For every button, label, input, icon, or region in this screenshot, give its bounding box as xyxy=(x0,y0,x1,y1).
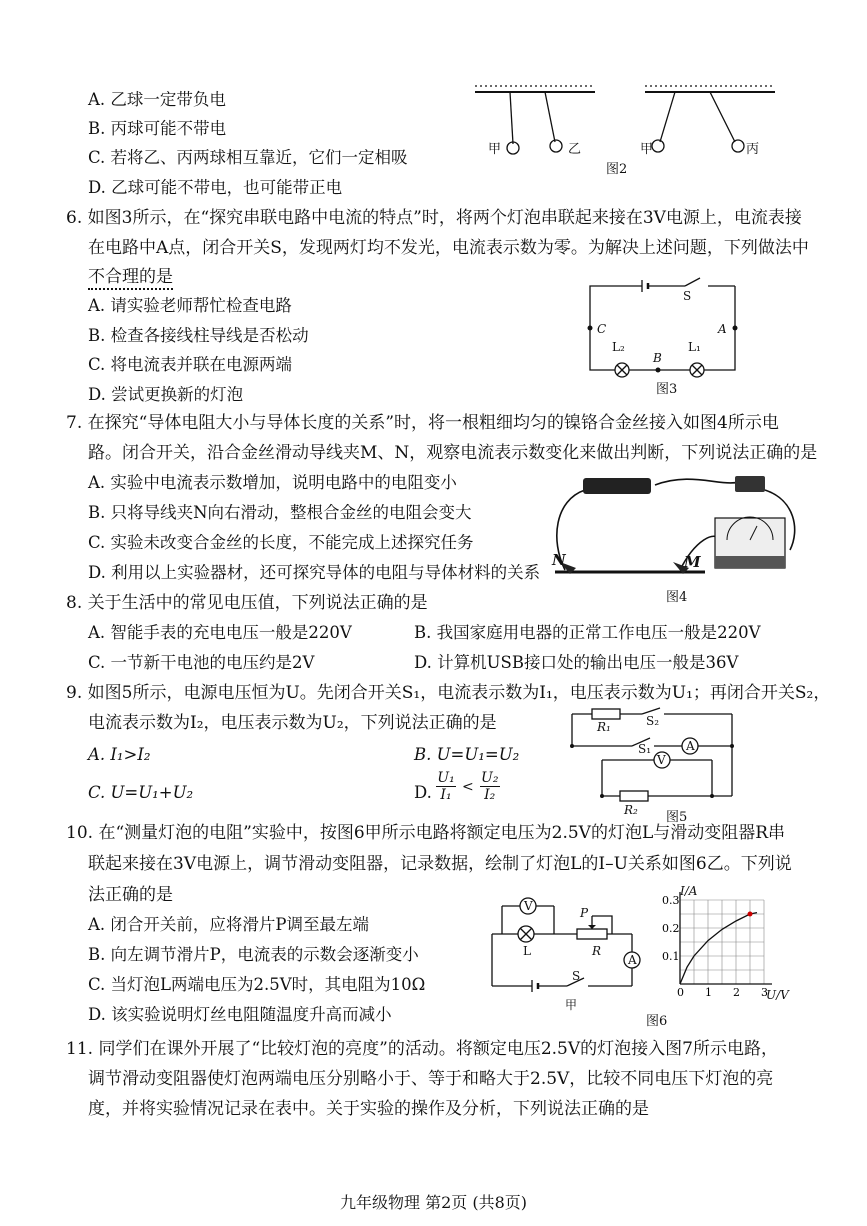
figure-6a-circuit xyxy=(492,898,642,998)
q9-option-a: A. I₁>I₂ xyxy=(88,745,151,764)
fig3-label-a: A xyxy=(718,322,727,336)
q9-d-numerator-1: U₁ xyxy=(437,770,455,786)
q10-option-d: D. 该实验说明灯丝电阻随温度升高而减小 xyxy=(88,1005,392,1024)
q8-stem: 8. 关于生活中的常见电压值，下列说法正确的是 xyxy=(66,593,428,613)
q9-option-c: C. U=U₁+U₂ xyxy=(88,783,194,802)
q10-stem-line-1: 10. 在“测量灯泡的电阻”实验中，按图6甲所示电路将额定电压为2.5V的灯泡L与滑动变阻器R串 xyxy=(66,823,786,843)
fig3-label-s: S xyxy=(683,289,692,303)
q10-stem-line-3: 法正确的是 xyxy=(88,885,173,905)
q6-stem-line-1: 6. 如图3所示，在“探究串联电路中电流的特点”时，将两个灯泡串联起来接在3V电源上，电流表接 xyxy=(66,208,802,228)
q9-option-d-prefix: D. xyxy=(414,783,432,802)
fig3-caption: 图3 xyxy=(656,382,678,397)
q8-option-d: D. 计算机USB接口处的输出电压一般是36V xyxy=(414,653,739,672)
fig6a-label-jia: 甲 xyxy=(565,998,578,1012)
q8-option-a: A. 智能手表的充电电压一般是220V xyxy=(88,623,352,642)
chart-xlabel: U/V xyxy=(766,988,789,1002)
chart-x-tick-label: 0 xyxy=(677,986,684,999)
fig4-label-n: N xyxy=(552,551,566,569)
q5-option-c: C. 若将乙、丙两球相互靠近，它们一定相吸 xyxy=(88,148,408,167)
fig5-label-voltmeter: V xyxy=(657,753,666,767)
fig5-label-ammeter: A xyxy=(686,739,695,753)
fig3-label-c: C xyxy=(597,322,607,336)
q9-d-numerator-2: U₂ xyxy=(481,770,499,786)
q10-option-a: A. 闭合开关前，应将滑片P调至最左端 xyxy=(88,915,370,934)
fig4-caption: 图4 xyxy=(666,590,688,605)
fig3-label-b: B xyxy=(653,351,662,365)
fig5-label-r1: R₁ xyxy=(597,720,611,734)
fig6a-label-l: L xyxy=(523,944,531,958)
q7-option-a: A. 实验中电流表示数增加，说明电路中的电阻变小 xyxy=(88,473,457,492)
q6-stem-line-2: 在电路中A点，闭合开关S，发现两灯均不发光，电流表示数为零。为解决上述问题，下列做法中 xyxy=(88,238,809,258)
fig4-label-m: M xyxy=(684,553,701,571)
q5-option-b: B. 丙球可能不带电 xyxy=(88,119,227,138)
fig6a-label-a: A xyxy=(628,953,637,967)
chart-y-tick-label: 0.3 xyxy=(662,894,680,907)
q7-option-d: D. 利用以上实验器材，还可探究导体的电阻与导体材料的关系 xyxy=(88,563,541,582)
q10-option-b: B. 向左调节滑片P，电流表的示数会逐渐变小 xyxy=(88,945,419,964)
q7-option-b: B. 只将导线夹N向右滑动，整根合金丝的电阻会变大 xyxy=(88,503,472,522)
page-footer: 九年级物理 第2页 (共8页) xyxy=(339,1193,528,1212)
fig6-caption: 图6 xyxy=(646,1014,668,1029)
q7-stem-line-1: 7. 在探究“导体电阻大小与导体长度的关系”时，将一根粗细均匀的镍铬合金丝接入如图4所示电 xyxy=(66,413,779,433)
q6-option-a: A. 请实验老师帮忙检查电路 xyxy=(88,296,292,315)
q6-option-d: D. 尝试更换新的灯泡 xyxy=(88,385,244,404)
q11-stem-line-3: 度，并将实验情况记录在表中。关于实验的操作及分析，下列说法正确的是 xyxy=(88,1099,649,1119)
fig6a-label-s: S xyxy=(572,969,581,983)
fig2-label-jia: 甲 xyxy=(488,142,502,157)
q6-option-c: C. 将电流表并联在电源两端 xyxy=(88,355,293,374)
fig3-label-l1: L₁ xyxy=(688,340,701,354)
fig5-label-s1: S₁ xyxy=(638,742,652,756)
chart-marker-point xyxy=(748,912,753,917)
q9-stem-line-1: 9. 如图5所示，电源电压恒为U。先闭合开关S₁，电流表示数为I₁，电压表示数为U₁；再闭合开关S₂， xyxy=(66,683,831,703)
chart-y-tick-label: 0.2 xyxy=(662,922,680,935)
q9-d-operator: < xyxy=(462,778,474,795)
fig2-label-jia2: 甲 xyxy=(640,142,654,157)
q5-option-a: A. 乙球一定带负电 xyxy=(88,90,226,109)
q9-option-b: B. U=U₁=U₂ xyxy=(414,745,520,764)
figure-6b-chart xyxy=(662,888,782,998)
fig2-label-bing: 丙 xyxy=(746,142,760,157)
chart-series-line xyxy=(680,913,757,984)
figure-2-pendulums xyxy=(470,84,810,179)
q10-option-c: C. 当灯泡L两端电压为2.5V时，其电阻为10Ω xyxy=(88,975,426,994)
chart-y-tick-label: 0.1 xyxy=(662,950,680,963)
q11-stem-line-1: 11. 同学们在课外开展了“比较灯泡的亮度”的活动。将额定电压2.5V的灯泡接入图7所示电路， xyxy=(66,1039,778,1059)
q6-stem-line-3: 不合理的是 xyxy=(88,266,173,290)
fig6a-label-r: R xyxy=(592,944,602,958)
q9-d-denominator-1: I₁ xyxy=(440,787,452,803)
q9-option-d-fraction xyxy=(436,770,500,803)
fig6a-label-v: V xyxy=(524,899,533,913)
chart-x-tick-label: 2 xyxy=(733,986,740,999)
chart-x-tick-label: 1 xyxy=(705,986,712,999)
q8-option-b: B. 我国家庭用电器的正常工作电压一般是220V xyxy=(414,623,761,642)
fig3-label-l2: L₂ xyxy=(612,340,625,354)
fig2-caption: 图2 xyxy=(606,162,628,177)
q6-option-b: B. 检查各接线柱导线是否松动 xyxy=(88,326,309,345)
figure-4-apparatus xyxy=(545,470,805,585)
fig5-caption: 图5 xyxy=(666,810,688,825)
fig5-label-r2: R₂ xyxy=(624,803,638,817)
q7-stem-line-2: 路。闭合开关，沿合金丝滑动导线夹M、N，观察电流表示数变化来做出判断，下列说法正确的是 xyxy=(88,443,818,463)
chart-ylabel: I/A xyxy=(680,884,698,898)
fig5-label-s2: S₂ xyxy=(646,714,660,728)
q8-option-c: C. 一节新干电池的电压约是2V xyxy=(88,653,315,672)
q11-stem-line-2: 调节滑动变阻器使灯泡两端电压分别略小于、等于和略大于2.5V，比较不同电压下灯泡的亮 xyxy=(88,1069,774,1089)
q5-option-d: D. 乙球可能不带电，也可能带正电 xyxy=(88,178,343,197)
q9-d-denominator-2: I₂ xyxy=(484,787,496,803)
q9-stem-line-2: 电流表示数为I₂，电压表示数为U₂，下列说法正确的是 xyxy=(88,713,497,733)
chart-x-tick-label: 3 xyxy=(761,986,768,999)
q7-option-c: C. 实验未改变合金丝的长度，不能完成上述探究任务 xyxy=(88,533,474,552)
fig6a-label-p: P xyxy=(580,906,589,920)
fig2-label-yi: 乙 xyxy=(568,142,582,157)
q10-stem-line-2: 联起来接在3V电源上，调节滑动变阻器，记录数据，绘制了灯泡L的I–U关系如图6乙。下列说 xyxy=(88,854,792,874)
